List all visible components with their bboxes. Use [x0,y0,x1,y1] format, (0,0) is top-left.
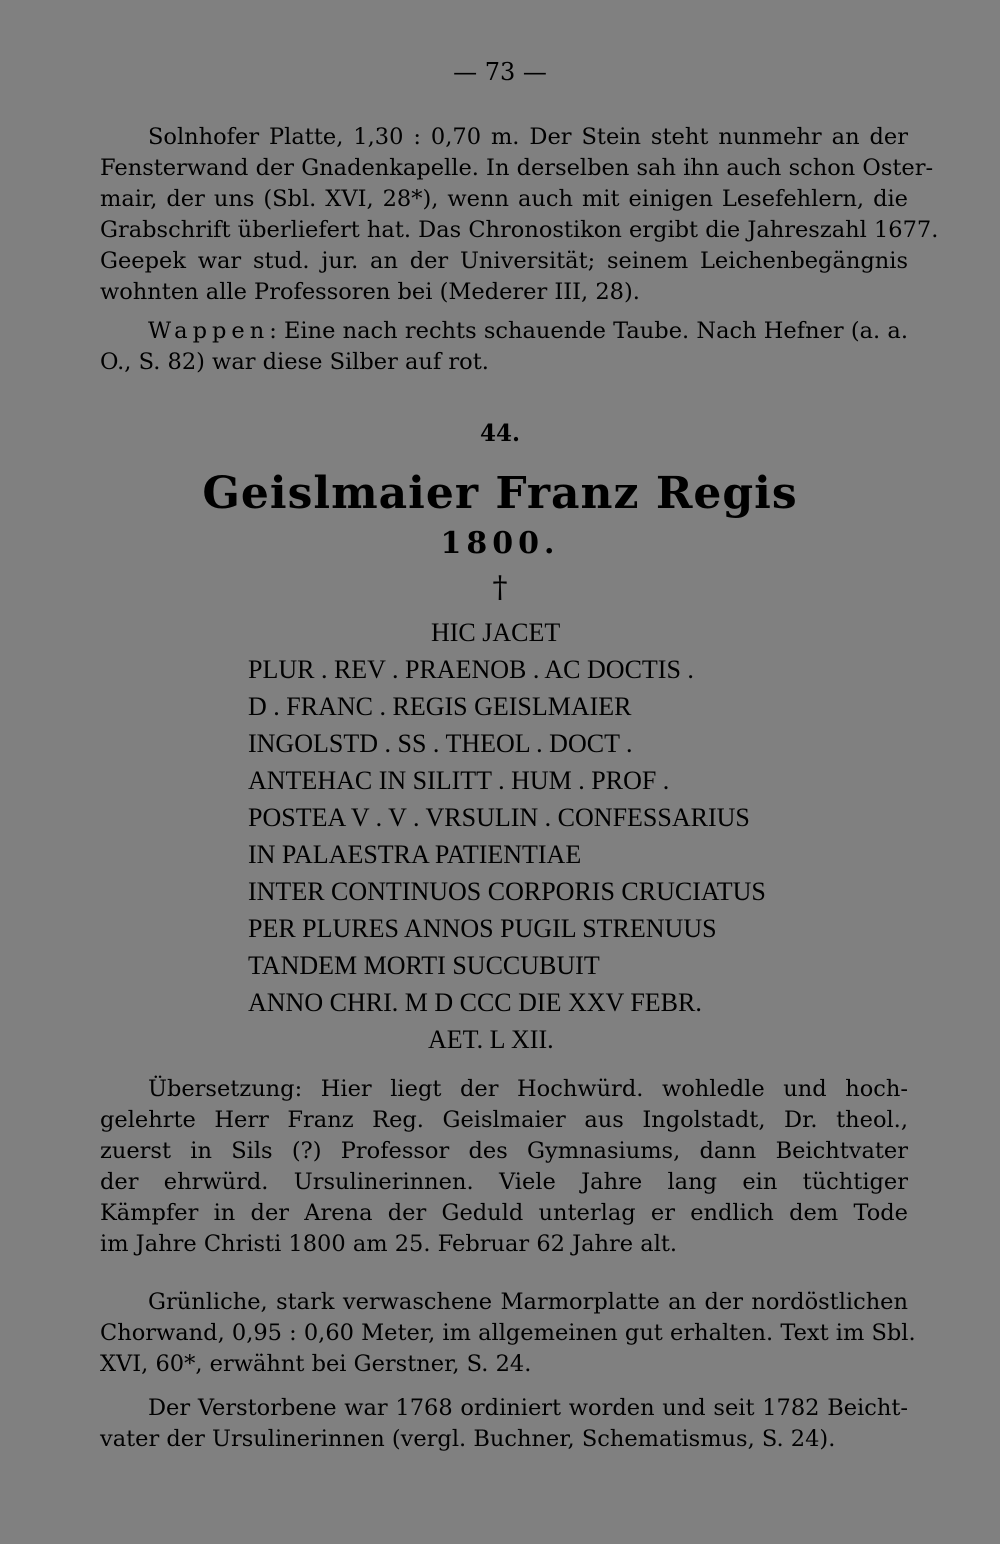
inscription-line: ANNO CHRI. M D CCC DIE XXV FEBR. [248,988,702,1017]
paragraph-plate-description [100,1287,916,1380]
text-line: gelehrte Herr Franz Reg. Geislmaier aus Ingolstadt, Dr. theol., [100,1107,908,1133]
text-line: zuerst in Sils (?) Professor des Gymnasiums, dann Beichtvater [100,1138,908,1164]
text-line [100,316,908,347]
text-line: Kämpfer in der Arena der Geduld unterlag er endlich dem Tode [100,1200,908,1226]
text-line: Der Verstorbene war 1768 ordiniert worden und seit 1782 Beicht- [148,1395,908,1421]
text-line: Übersetzung: Hier liegt der Hochwürd. wohledle und hoch- [148,1076,908,1102]
text-line: Solnhofer Platte, 1,30 : 0,70 m. Der Stein steht nunmehr an der [148,124,908,150]
entry-number: 44. [479,420,520,447]
entry-title: Geislmaier Franz Regis [202,468,798,519]
text-line: Geepek war stud. jur. an der Universität; seinem Leichenbegängnis [100,248,908,274]
paragraph-biography [100,1393,908,1455]
text-line: O., S. 82) war diese Silber auf rot. [100,349,489,375]
inscription-line: POSTEA V . V . VRSULIN . CONFESSARIUS [248,803,750,832]
inscription-line: AET. L XII. [428,1025,554,1054]
text-line: Fensterwand der Gnadenkapelle. In derselben sah ihn auch schon Oster- [100,155,934,181]
coat-of-arms-label: Wappen [148,318,270,344]
text-line: wohnten alle Professoren bei (Mederer III, 28). [100,279,640,305]
inscription-line: PLUR . REV . PRAENOB . AC DOCTIS . [248,655,694,684]
text-line: der ehrwürd. Ursulinerinnen. Viele Jahre lang ein tüchtiger [100,1169,908,1195]
inscription-line: IN PALAESTRA PATIENTIAE [248,840,582,869]
inscription-line: ANTEHAC IN SILITT . HUM . PROF . [248,766,670,795]
paragraph-coat-of-arms [100,316,908,378]
paragraph-stone-description [100,122,939,308]
inscription-line: HIC JACET [431,618,561,647]
text-line: XVI, 60*, erwähnt bei Gerstner, S. 24. [100,1351,532,1377]
inscription-line: INGOLSTD . SS . THEOL . DOCT . [248,729,633,758]
text-line: Chorwand, 0,95 : 0,60 Meter, im allgemeinen gut erhalten. Text im Sbl. [100,1320,916,1346]
text-line: vater der Ursulinerinnen (vergl. Buchner, Schematismus, S. 24). [100,1426,836,1452]
paragraph-translation [100,1074,908,1260]
page-number: — 73 — [453,58,547,86]
text-line: Grünliche, stark verwaschene Marmorplatte an der nordöstlichen [148,1289,908,1315]
text-line: Grabschrift überliefert hat. Das Chronostikon ergibt die Jahreszahl 1677. [100,217,939,243]
entry-year: 1800. [440,526,560,561]
inscription-line: D . FRANC . REGIS GEISLMAIER [248,692,632,721]
text-line: mair, der uns (Sbl. XVI, 28*), wenn auch mit einigen Lesefehlern, die [100,186,908,212]
text-line: im Jahre Christi 1800 am 25. Februar 62 Jahre alt. [100,1231,678,1257]
inscription-line: PER PLURES ANNOS PUGIL STRENUUS [248,914,717,943]
inscription-line: TANDEM MORTI SUCCUBUIT [248,951,600,980]
cross-icon: † [492,570,508,605]
inscription-line: INTER CONTINUOS CORPORIS CRUCIATUS [248,877,766,906]
coat-of-arms-text: : Eine nach rechts schauende Taube. Nach Hefner (a. a. [269,318,908,344]
inscription [248,614,848,1058]
